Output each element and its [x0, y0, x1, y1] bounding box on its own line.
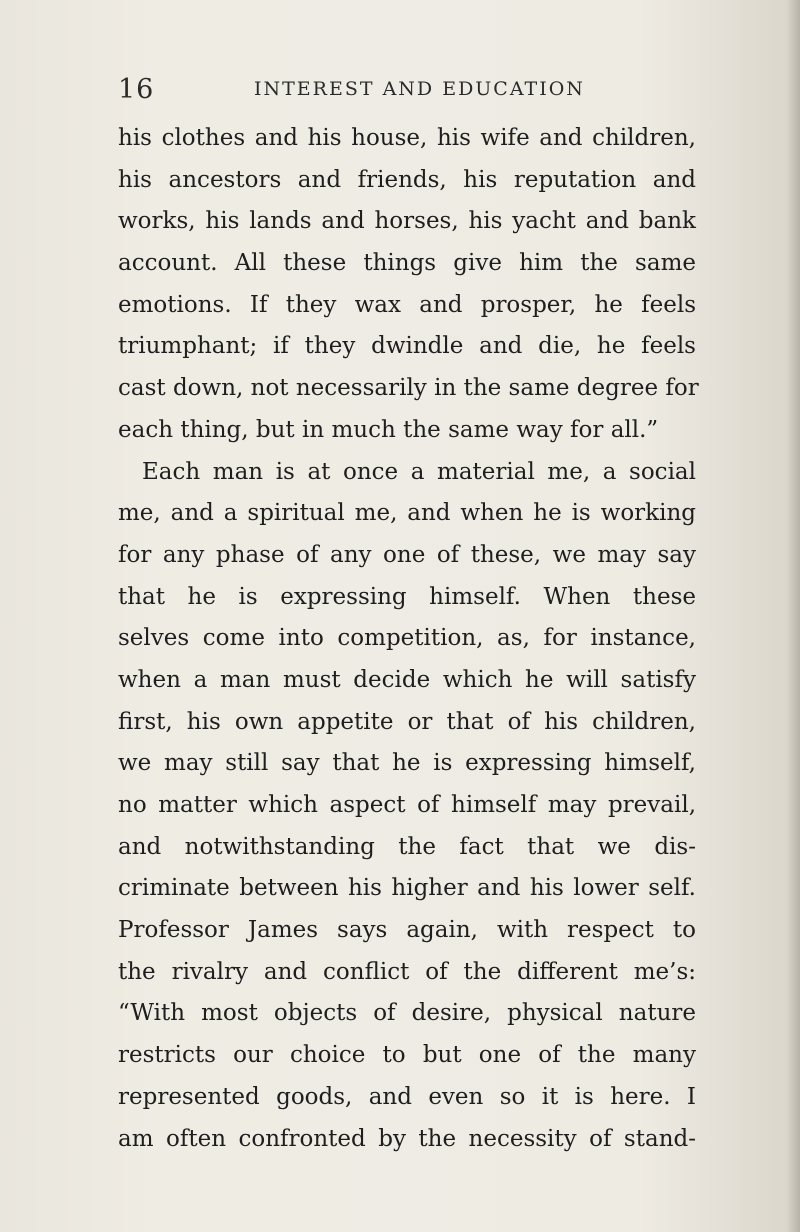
text-line: am often confronted by the necessity of stand- — [118, 1125, 696, 1152]
text-line: we may still say that he is expressing himself, — [118, 750, 696, 777]
text-line: works, his lands and horses, his yacht and bank — [118, 208, 696, 235]
text-line: his clothes and his house, his wife and children, — [118, 125, 696, 151]
text-line: each thing, but in much the same way for all.” — [118, 416, 659, 443]
text-line: that he is expressing himself. When these — [118, 583, 696, 610]
text-line: his ancestors and friends, his reputation and — [118, 166, 696, 193]
text-line: “With most objects of desire, physical nature — [118, 1000, 696, 1027]
text-line: me, and a spiritual me, and when he is working — [118, 500, 696, 527]
page-header — [118, 74, 678, 110]
page-spine-shadow — [786, 0, 800, 1232]
running-title: INTEREST AND EDUCATION — [254, 78, 585, 100]
body-text — [118, 118, 699, 1160]
text-line: criminate between his higher and his lower self. — [118, 875, 696, 902]
text-line: the rivalry and conflict of the different me’s: — [118, 958, 696, 985]
text-line: account. All these things give him the same — [118, 250, 696, 277]
text-line: represented goods, and even so it is here. I — [118, 1083, 696, 1110]
text-line: emotions. If they wax and prosper, he feels — [118, 291, 696, 318]
text-line: no matter which aspect of himself may prevail, — [118, 792, 696, 818]
text-line: cast down, not necessarily in the same degree for — [118, 375, 699, 402]
page-number: 16 — [118, 74, 155, 105]
text-line: when a man must decide which he will satisfy — [118, 666, 696, 693]
text-line: Each man is at once a material me, a social — [142, 458, 696, 485]
text-line: triumphant; if they dwindle and die, he feels — [118, 333, 696, 360]
text-line: restricts our choice to but one of the many — [118, 1042, 696, 1069]
text-line: for any phase of any one of these, we may say — [118, 541, 696, 568]
text-line: selves come into competition, as, for instance, — [118, 625, 696, 652]
text-line: Professor James says again, with respect to — [118, 917, 696, 944]
text-line: first, his own appetite or that of his children, — [118, 708, 696, 735]
text-line: and notwithstanding the fact that we dis- — [118, 833, 696, 860]
